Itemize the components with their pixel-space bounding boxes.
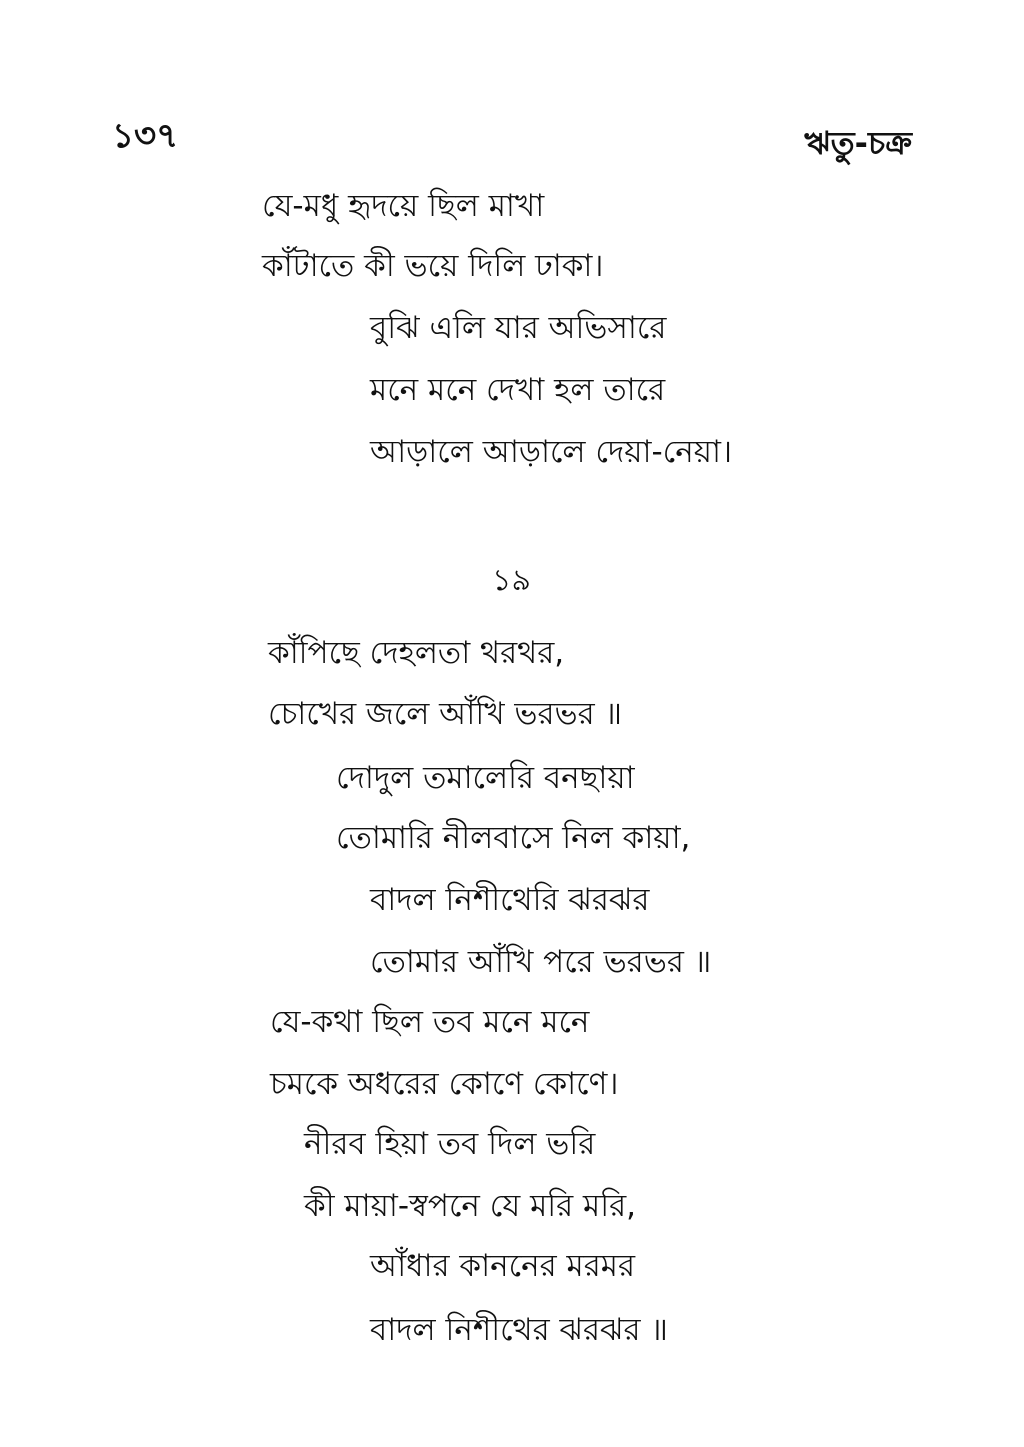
- verse-line: বাদল নিশীথেরি ঝরঝর: [370, 882, 650, 918]
- page-number: ১৩৭: [112, 116, 179, 156]
- verse-line: যে-কথা ছিল তব মনে মনে: [270, 1004, 590, 1040]
- verse-line: তোমারি নীলবাসে নিল কায়া,: [336, 820, 691, 856]
- verse-line: চোখের জলে আঁখি ভরভর ॥: [268, 696, 623, 732]
- verse-line: নীরব হিয়া তব দিল ভরি: [304, 1126, 596, 1162]
- verse-line: তোমার আঁখি পরে ভরভর ॥: [370, 944, 712, 980]
- verse-line: বাদল নিশীথের ঝরঝর ॥: [370, 1312, 668, 1348]
- verse-line: দোদুল তমালেরি বনছায়া: [336, 760, 635, 796]
- verse-line: যে-মধু হৃদয়ে ছিল মাখা: [262, 188, 545, 224]
- verse-line: কী মায়া-স্বপনে যে মরি মরি,: [304, 1188, 637, 1224]
- verse-line: কাঁপিছে দেহলতা থরথর,: [268, 635, 565, 671]
- verse-line: মনে মনে দেখা হল তারে: [370, 372, 666, 408]
- verse-line: কাঁটাতে কী ভয়ে দিলি ঢাকা।: [262, 248, 604, 284]
- verse-line: বুঝি এলি যার অভিসারে: [370, 310, 667, 346]
- song-number: ১৯: [492, 563, 531, 598]
- verse-line: আড়ালে আড়ালে দেয়া-নেয়া।: [370, 434, 733, 470]
- verse-line: চমকে অধরের কোণে কোণে।: [270, 1066, 619, 1102]
- running-title: ঋতু-চক্র: [804, 124, 912, 162]
- verse-line: আঁধার কাননের মরমর: [370, 1248, 636, 1284]
